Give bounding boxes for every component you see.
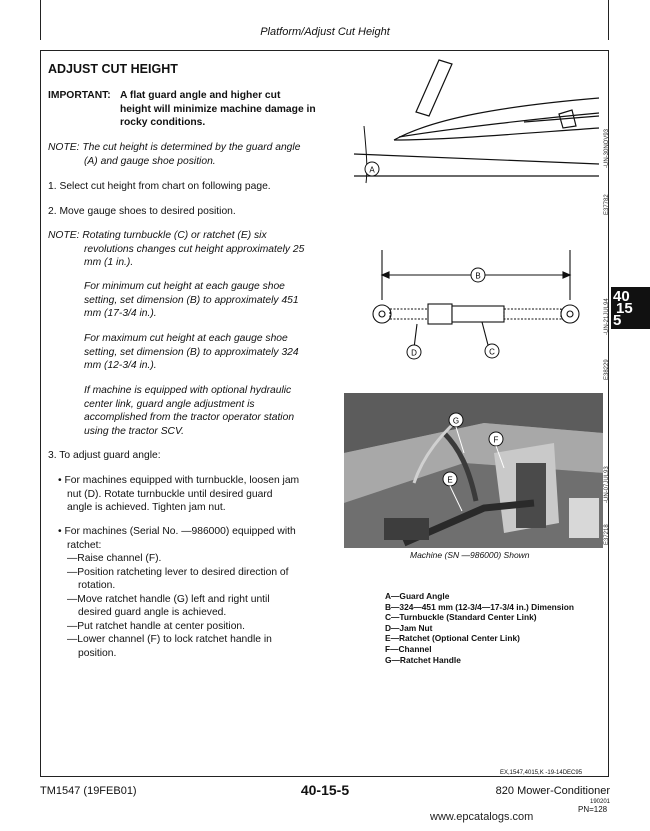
step-1: 1. Select cut height from chart on following page. (48, 181, 271, 192)
note-hydraulic: If machine is equipped with optional hydraulic center link, guard angle adjustment is accomplished from the tractor operator station using the tractor SCV. (84, 385, 295, 437)
figure-3-code: -UN-07JUL93 (604, 466, 610, 503)
step-3: 3. To adjust guard angle: (48, 450, 161, 461)
legend-item: E—Ratchet (Optional Center Link) (385, 633, 520, 644)
label-f: F (493, 435, 499, 445)
label-g: G (452, 416, 460, 426)
note-maximum: For maximum cut height at each gauge shoe setting, set dimension (B) to approximately 324 mm (12-3/4 in.). (84, 333, 299, 371)
legend-item: A—Guard Angle (385, 591, 450, 601)
product-name: 820 Mower-Conditioner (495, 785, 610, 797)
figure-1-id: E37782 (604, 194, 610, 215)
watermark: www.epcatalogs.com (430, 811, 534, 823)
legend-item: G—Ratchet Handle (385, 654, 461, 665)
legend (385, 591, 574, 665)
legend-item: B—324—451 mm (12-3/4—17-3/4 in.) Dimension (385, 601, 574, 612)
figure-1-code: -UN-30NOV93 (604, 128, 610, 168)
figure-2-id: E38229 (604, 359, 610, 380)
figure-3-id: E37218 (604, 524, 610, 545)
guard-angle-figure (344, 58, 606, 188)
important-label: IMPORTANT: (48, 90, 111, 101)
manual-number: TM1547 (19FEB01) (40, 785, 137, 797)
legend-item: D—Jam Nut (385, 622, 433, 633)
page-number: 40-15-5 (300, 782, 350, 798)
turnbuckle-figure (362, 240, 602, 365)
legend-item: F—Channel (385, 643, 432, 654)
page-header-title: Platform/Adjust Cut Height (260, 26, 390, 38)
step-2: 2. Move gauge shoes to desired position. (48, 206, 236, 217)
reference-code: EX,1547,4015,K -19-14DEC95 (500, 770, 583, 776)
ratchet-photo (344, 393, 603, 548)
bullet-ratchet: • For machines (Serial No. —986000) equipped with ratchet: —Raise channel (F). —Position ratcheting lever to desired direction of rotation. —Move ratchet handle (G) left and right until desired guard angle is achieved. —Put ratchet handle at center position. —Lower channel (F) to lock ratchet handle in position. (58, 526, 296, 659)
label-c: C (489, 347, 495, 357)
section-heading: ADJUST CUT HEIGHT (48, 62, 178, 76)
note-minimum: For minimum cut height at each gauge shoe setting, set dimension (B) to approximately 451 mm (17-3/4 in.). (84, 281, 299, 319)
figure-2-code: -UN-21JUL94 (604, 298, 610, 335)
label-b: B (475, 271, 481, 281)
bullet-turnbuckle: • For machines equipped with turnbuckle, loosen jam nut (D). Rotate turnbuckle until desired guard angle is achieved. Tighten jam nut. (58, 475, 300, 513)
important-text: A flat guard angle and higher cut height will minimize machine damage in rocky conditions. (120, 90, 316, 128)
label-d: D (411, 348, 417, 358)
legend-item: C—Turnbuckle (Standard Center Link) (385, 612, 537, 623)
photo-caption: Machine (SN —986000) Shown (410, 550, 530, 560)
date-code: 190201 (590, 799, 611, 805)
label-a: A (369, 165, 375, 175)
note-revolutions: NOTE: Rotating turnbuckle (C) or ratchet (E) six revolutions changes cut height approximately 25 mm (1 in.). (48, 230, 305, 268)
label-e: E (447, 475, 453, 485)
pn-number: PN=128 (578, 805, 608, 814)
note-cut-height: NOTE: The cut height is determined by the guard angle (A) and gauge shoe position. (48, 142, 301, 167)
section-tab: 40 15 5 (611, 287, 650, 329)
